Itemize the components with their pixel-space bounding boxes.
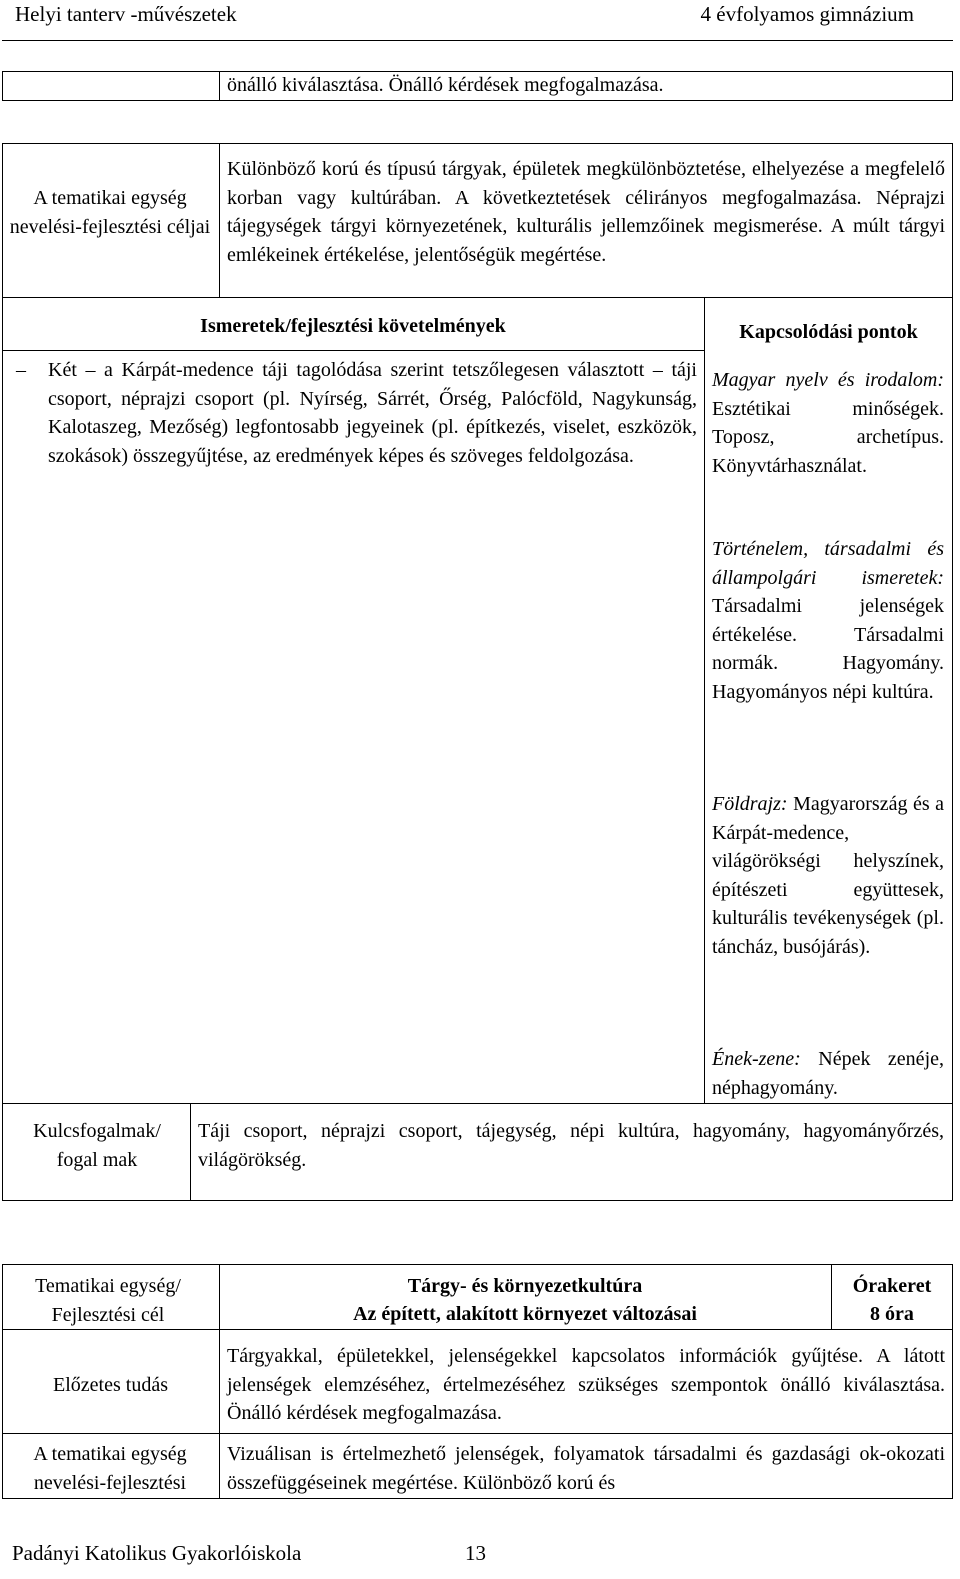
connection-4-subject: Ének-zene: <box>712 1048 801 1070</box>
prior-knowledge-text: Tárgyakkal, épületekkel, jelenségekkel kapcsolatos információk gyűjtése. A látott jelenségek elemzéséhez, értelmezéséhez szükséges szempontok önálló kiválasztása. Önálló kérdések megfogalmazása. <box>227 1345 945 1424</box>
connections-divider <box>704 297 705 1103</box>
table1-top-row-text: önálló kiválasztása. Önálló kérdések megfogalmazása. <box>227 74 664 96</box>
requirement-dash: – <box>16 359 26 381</box>
key-concepts-label: Kulcsfogalmak/ fogal mak <box>33 1120 161 1171</box>
requirement-item: Két – a Kárpát-medence táji tagolódása szerint tetszőlegesen választott – táji csoport, néprajzi csoport (pl. Nyírség, Sárrét, Őrség, Palócföld, Nagykunság, Kalotaszeg, Mezőség) legfontosabb jegyeinek (pl. építkezés, viselet, eszközök, szokások) összegyűjtése, az eredmények képes és szöveges feldolgozása. <box>48 359 697 467</box>
connection-3 <box>712 790 944 961</box>
key-concepts-top-line <box>2 1103 953 1104</box>
connection-1-text: Esztétikai minőségek. Toposz, archetípus. Könyvtárhasználat. <box>712 397 944 477</box>
table1-top-divider <box>219 71 220 101</box>
unit-title-line1: Tárgy- és környezetkultúra <box>407 1275 643 1297</box>
key-concepts-divider <box>190 1103 191 1201</box>
connection-1 <box>712 366 944 480</box>
connection-2 <box>712 535 944 706</box>
connection-3-text: Magyarország és a Kárpát-medence, világörökségi helyszínek, építészeti együttesek, kulturális tevékenységek (pl. táncház, busójárás). <box>712 793 944 958</box>
table2-goals-label: A tematikai egység nevelési-fejlesztési <box>33 1443 187 1494</box>
header-left: Helyi tanterv -művészetek <box>15 2 237 26</box>
unit-label: Tematikai egység/ Fejlesztési cél <box>35 1275 181 1326</box>
unit-title-line2: Az épített, alakított környezet változásai <box>353 1303 697 1325</box>
connection-3-subject: Földrajz: <box>712 793 788 815</box>
table1-goals-label: A tematikai egység nevelési-fejlesztési céljai <box>9 187 211 238</box>
header-right: 4 évfolyamos gimnázium <box>700 2 914 26</box>
connection-2-text: Társadalmi jelenségek értékelése. Társadalmi normák. Hagyomány. Hagyományos népi kultúra. <box>712 595 944 703</box>
table2-row2-line <box>2 1433 953 1434</box>
table2-row1-line <box>2 1329 953 1330</box>
requirements-header: Ismeretek/fejlesztési követelmények <box>200 315 506 337</box>
connection-2-subject: Történelem, társadalmi és állampolgári ismeretek: <box>712 538 944 589</box>
footer-school: Padányi Katolikus Gyakorlóiskola <box>12 1541 302 1565</box>
footer-page-number: 13 <box>465 1541 486 1565</box>
table1-goals-text: Különböző korú és típusú tárgyak, épületek megkülönböztetése, elhelyezése a megfelelő korban vagy kultúrában. A következtetések célirányos megfogalmazása. Néprajzi tájegységek tárgyi környezetének, kulturális jellemzőinek megismerése. A múlt tárgyi emlékeinek értékelése, jelentőségük megértése. <box>227 158 945 266</box>
connection-4-text: Népek zenéje, néphagyomány. <box>712 1048 944 1099</box>
table2-goals-text: Vizuálisan is értelmezhető jelenségek, folyamatok társadalmi és gazdasági ok-okozati összefüggéseinek megértése. Különböző korú és <box>227 1443 945 1494</box>
connection-4 <box>712 1045 944 1102</box>
goals-bottom-line <box>2 297 953 298</box>
prior-knowledge-label: Előzetes tudás <box>53 1374 168 1396</box>
connection-1-subject: Magyar nyelv és irodalom: <box>712 369 944 391</box>
key-concepts-text: Táji csoport, néprajzi csoport, tájegység, népi kultúra, hagyomány, hagyományőrzés, világörökség. <box>198 1120 944 1171</box>
requirements-header-line <box>2 350 704 351</box>
hours-value: 8 óra <box>870 1303 914 1325</box>
header-divider <box>2 40 953 41</box>
goals-divider <box>219 143 220 298</box>
connections-header: Kapcsolódási pontok <box>739 321 918 343</box>
hours-label: Órakeret <box>852 1275 932 1297</box>
